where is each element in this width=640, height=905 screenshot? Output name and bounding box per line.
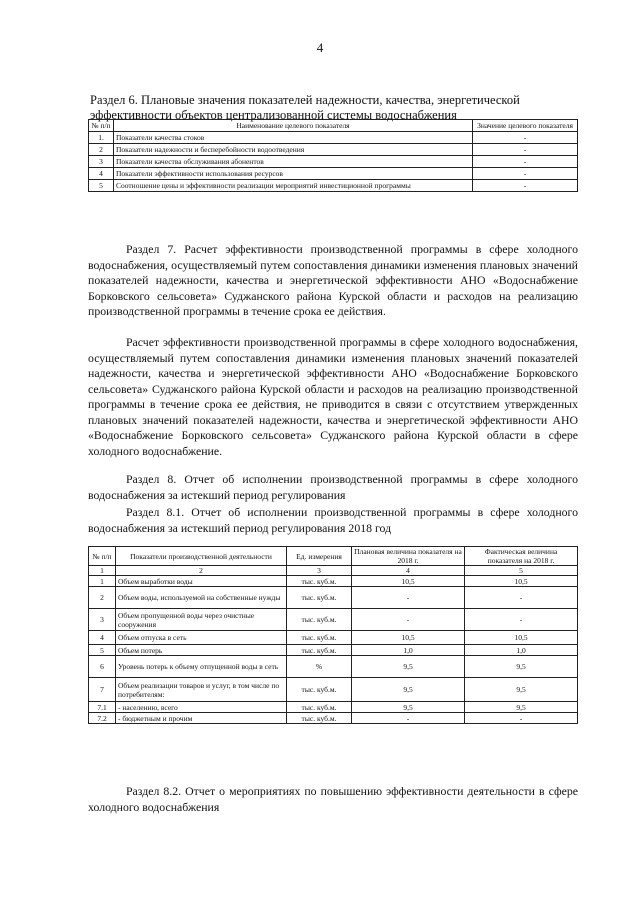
indicator-name: Объем пропущенной воды через очистные сооружения <box>116 609 287 631</box>
plan-value: 1,0 <box>352 645 465 656</box>
column-index: 2 <box>116 566 287 576</box>
table-row <box>89 678 578 702</box>
plan-value: 9,5 <box>352 678 465 702</box>
row-number: 5 <box>89 645 116 656</box>
column-index: 4 <box>352 566 465 576</box>
indicator-value: - <box>473 132 578 144</box>
fact-value: 9,5 <box>465 678 578 702</box>
target-indicators-table <box>88 119 578 192</box>
indicator-value: - <box>473 180 578 192</box>
section-8-title: Раздел 8. Отчет об исполнении производственной программы в сфере холодного водоснабжения за истекший период регулирования <box>88 472 578 502</box>
fact-value: - <box>465 609 578 631</box>
indicator-name: Уровень потерь к объему отпущенной воды в сеть <box>116 656 287 678</box>
row-number: 7.2 <box>89 713 116 724</box>
plan-value: - <box>352 713 465 724</box>
row-number: 2 <box>89 144 114 156</box>
unit: тыс. куб.м. <box>287 645 352 656</box>
row-number: 4 <box>89 631 116 645</box>
row-number: 5 <box>89 180 114 192</box>
plan-value: 9,5 <box>352 656 465 678</box>
row-number: 1 <box>89 576 116 587</box>
table-row <box>89 132 578 144</box>
row-number: 2 <box>89 587 116 609</box>
table-row <box>89 713 578 724</box>
column-index: 3 <box>287 566 352 576</box>
indicator-value: - <box>473 168 578 180</box>
table-header-row <box>89 547 578 566</box>
unit: тыс. куб.м. <box>287 587 352 609</box>
indicator-name: - населению, всего <box>116 702 287 713</box>
unit: тыс. куб.м. <box>287 678 352 702</box>
row-number: 3 <box>89 156 114 168</box>
column-index: 1 <box>89 566 116 576</box>
indicator-value: - <box>473 156 578 168</box>
table-row <box>89 645 578 656</box>
table-row <box>89 702 578 713</box>
section-7-body: Расчет эффективности производственной программы в сфере холодного водоснабжения, осуществляемый путем сопоставления динамики изменения плановых значений показателей надежности, качества и энергетической эффективности АНО «Водоснабжение Борковского сельсовета» Суджанского района Курской области и расходов на реализацию производственной программы в течение срока ее действия, не приводится в связи с отсутствием утвержденных плановых значений показателей надежности, качества и энергетической эффективности АНО «Водоснабжение Борковского сельсовета» Суджанского района Курской области в сфере холодного водоснабжение. <box>88 335 578 458</box>
col-value-header: Значение целевого показателя <box>473 120 578 132</box>
row-number: 4 <box>89 168 114 180</box>
fact-value: 10,5 <box>465 631 578 645</box>
col-number-header: № п/п <box>89 120 114 132</box>
fact-value: - <box>465 587 578 609</box>
production-report-table <box>88 546 578 724</box>
fact-value: - <box>465 713 578 724</box>
unit: тыс. куб.м. <box>287 702 352 713</box>
section-8-2-title: Раздел 8.2. Отчет о мероприятиях по повышению эффективности деятельности в сфере холодного водоснабжения <box>88 784 578 814</box>
row-number: 1. <box>89 132 114 144</box>
fact-value: 9,5 <box>465 656 578 678</box>
unit: % <box>287 656 352 678</box>
unit: тыс. куб.м. <box>287 713 352 724</box>
col-fact-header: Фактическая величина показателя на 2018 г. <box>465 547 578 566</box>
plan-value: - <box>352 587 465 609</box>
table-row <box>89 587 578 609</box>
indicator-name: Показатели эффективности использования ресурсов <box>114 168 473 180</box>
indicator-name: - бюджетным и прочим <box>116 713 287 724</box>
table-row <box>89 144 578 156</box>
table-row <box>89 656 578 678</box>
plan-value: 9,5 <box>352 702 465 713</box>
page-number: 4 <box>316 40 324 55</box>
indicator-name: Объем воды, используемой на собственные нужды <box>116 587 287 609</box>
col-name-header: Наименование целевого показателя <box>114 120 473 132</box>
section-6-title: Раздел 6. Плановые значения показателей надежности, качества, энергетической эффективности объектов централизованной системы водоснабжения <box>90 93 520 122</box>
indicator-name: Показатели качества обслуживания абонентов <box>114 156 473 168</box>
table-row <box>89 156 578 168</box>
plan-value: - <box>352 609 465 631</box>
indicator-name: Соотношение цены и эффективности реализации мероприятий инвестиционной программы <box>114 180 473 192</box>
fact-value: 9,5 <box>465 702 578 713</box>
table-row <box>89 609 578 631</box>
unit: тыс. куб.м. <box>287 609 352 631</box>
indicator-name: Объем выработки воды <box>116 576 287 587</box>
table-row <box>89 576 578 587</box>
fact-value: 1,0 <box>465 645 578 656</box>
table-row <box>89 631 578 645</box>
indicator-name: Объем потерь <box>116 645 287 656</box>
col-unit-header: Ед. измерения <box>287 547 352 566</box>
fact-value: 10,5 <box>465 576 578 587</box>
col-plan-header: Плановая величина показателя на 2018 г. <box>352 547 465 566</box>
row-number: 3 <box>89 609 116 631</box>
unit: тыс. куб.м. <box>287 576 352 587</box>
column-index: 5 <box>465 566 578 576</box>
section-7-title: Раздел 7. Расчет эффективности производственной программы в сфере холодного водоснабжения, осуществляемый путем сопоставления динамики изменения плановых значений показателей надежности, качества и энергетической эффективности АНО «Водоснабжение Борковского сельсовета» Суджанского района Курской области и расходов на реализацию производственной программы в течение срока ее действия. <box>88 242 578 318</box>
table-row <box>89 168 578 180</box>
row-number: 7.1 <box>89 702 116 713</box>
indicator-name: Показатели надежности и бесперебойности водоотведения <box>114 144 473 156</box>
column-index-row <box>89 566 578 576</box>
indicator-name: Объем отпуска в сеть <box>116 631 287 645</box>
section-8-1-title: Раздел 8.1. Отчет об исполнении производственной программы в сфере холодного водоснабжения за истекший период регулирования 2018 год <box>88 505 578 535</box>
row-number: 6 <box>89 656 116 678</box>
row-number: 7 <box>89 678 116 702</box>
indicator-name: Объем реализации товаров и услуг, в том числе по потребителям: <box>116 678 287 702</box>
table-header-row <box>89 120 578 132</box>
table-row <box>89 180 578 192</box>
plan-value: 10,5 <box>352 631 465 645</box>
col-indicator-header: Показатели производственной деятельности <box>116 547 287 566</box>
indicator-name: Показатели качества стоков <box>114 132 473 144</box>
unit: тыс. куб.м. <box>287 631 352 645</box>
indicator-value: - <box>473 144 578 156</box>
col-number-header: № п/п <box>89 547 116 566</box>
plan-value: 10,5 <box>352 576 465 587</box>
